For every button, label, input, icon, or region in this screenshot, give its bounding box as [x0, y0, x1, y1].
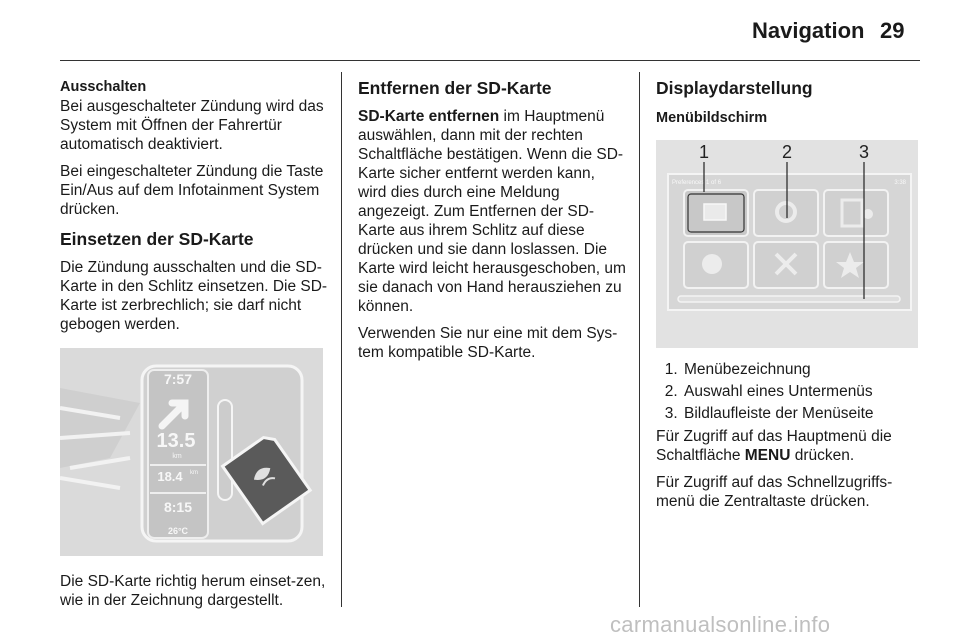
header-divider — [60, 60, 920, 61]
legend-item-3: 3. Bildlaufleiste der Menüseite — [682, 404, 922, 423]
ausschalten-heading: Ausschalten — [60, 79, 147, 95]
menu-screen-heading: Menübildschirm — [656, 110, 768, 126]
menu-paragraph-1: Für Zugriff auf das Hauptmenü die Schaltfläche MENU drücken. — [656, 428, 892, 464]
fig-clock: 8:15 — [163, 499, 193, 515]
einsetzen-paragraph-1: Die Zündung ausschalten und die SD-Karte in den Schlitz einsetzen. Die SD-Karte ist zerbrechlich; sie darf nicht gebogen werden. — [60, 259, 328, 333]
entfernen-heading: Entfernen der SD-Karte — [358, 78, 552, 98]
entfernen-menu-item: SD-Karte entfernen — [358, 108, 500, 125]
fig-time: 7:57 — [163, 371, 193, 387]
entfernen-paragraph-1: SD-Karte entfernen im Hauptmenü auswählen, dann mit der rechten Schaltfläche bestätigen. Wenn die SD-Karte sicher entfernt werden kann, wird dies durch eine Meldung angezeigt. Zum Entfernen der SD-Karte aus ihrem Schlitz auf diese drücken und sie dann loslassen. Die Karte wird leicht herausgeschoben, um sie danach von Hand herausziehen zu können. — [358, 108, 626, 315]
watermark: carmanualsonline.info — [610, 612, 831, 637]
fig-distance-unit: km — [172, 453, 182, 460]
sd-card-insert-illustration — [60, 348, 323, 556]
fig-consumption: 18.4 — [157, 469, 183, 484]
entfernen-paragraph-2: Verwenden Sie nur eine mit dem Sys-tem kompatible SD-Karte. — [358, 325, 618, 361]
fig-temperature: 26°C — [167, 526, 189, 536]
menu-screen-figure — [656, 140, 918, 348]
menu-button-label: MENU — [744, 447, 791, 464]
legend-item-2: 2. Auswahl eines Untermenüs — [682, 382, 922, 401]
einsetzen-paragraph-2: Die SD-Karte richtig herum einset-zen, wie in der Zeichnung dargestellt. — [60, 573, 326, 609]
menu-screen-illustration — [656, 140, 918, 348]
ausschalten-paragraph-1: Bei ausgeschalteter Zündung wird das System mit Öffnen der Fahrertür automatisch deaktiviert. — [60, 98, 324, 153]
page-number: 29 — [880, 18, 905, 43]
callout-legend-list — [656, 360, 922, 423]
callout-1: 1 — [698, 142, 710, 162]
display-heading: Displaydarstellung — [656, 78, 813, 98]
fig-consumption-unit: km — [190, 470, 198, 476]
ausschalten-paragraph-2: Bei eingeschalteter Zündung die Taste Ein/Aus auf dem Infotainment System drücken. — [60, 163, 324, 218]
column-right — [656, 78, 922, 519]
sd-card-insert-figure — [60, 348, 323, 556]
fig-distance: 13.5 — [156, 430, 196, 452]
fig-menu-title: Preferences 1 of 6 — [672, 180, 722, 186]
column-divider-2 — [639, 72, 640, 607]
einsetzen-heading: Einsetzen der SD-Karte — [60, 229, 254, 249]
callout-3: 3 — [858, 142, 870, 162]
column-left — [60, 78, 328, 618]
fig-menu-clock: 3:38 — [894, 180, 906, 186]
callout-2: 2 — [781, 142, 793, 162]
legend-item-1: 1. Menübezeichnung — [682, 360, 922, 379]
page-title: Navigation — [752, 18, 865, 43]
column-middle — [358, 78, 626, 370]
column-divider-1 — [341, 72, 342, 607]
menu-paragraph-2: Für Zugriff auf das Schnellzugriffs-menü die Zentraltaste drücken. — [656, 474, 893, 510]
